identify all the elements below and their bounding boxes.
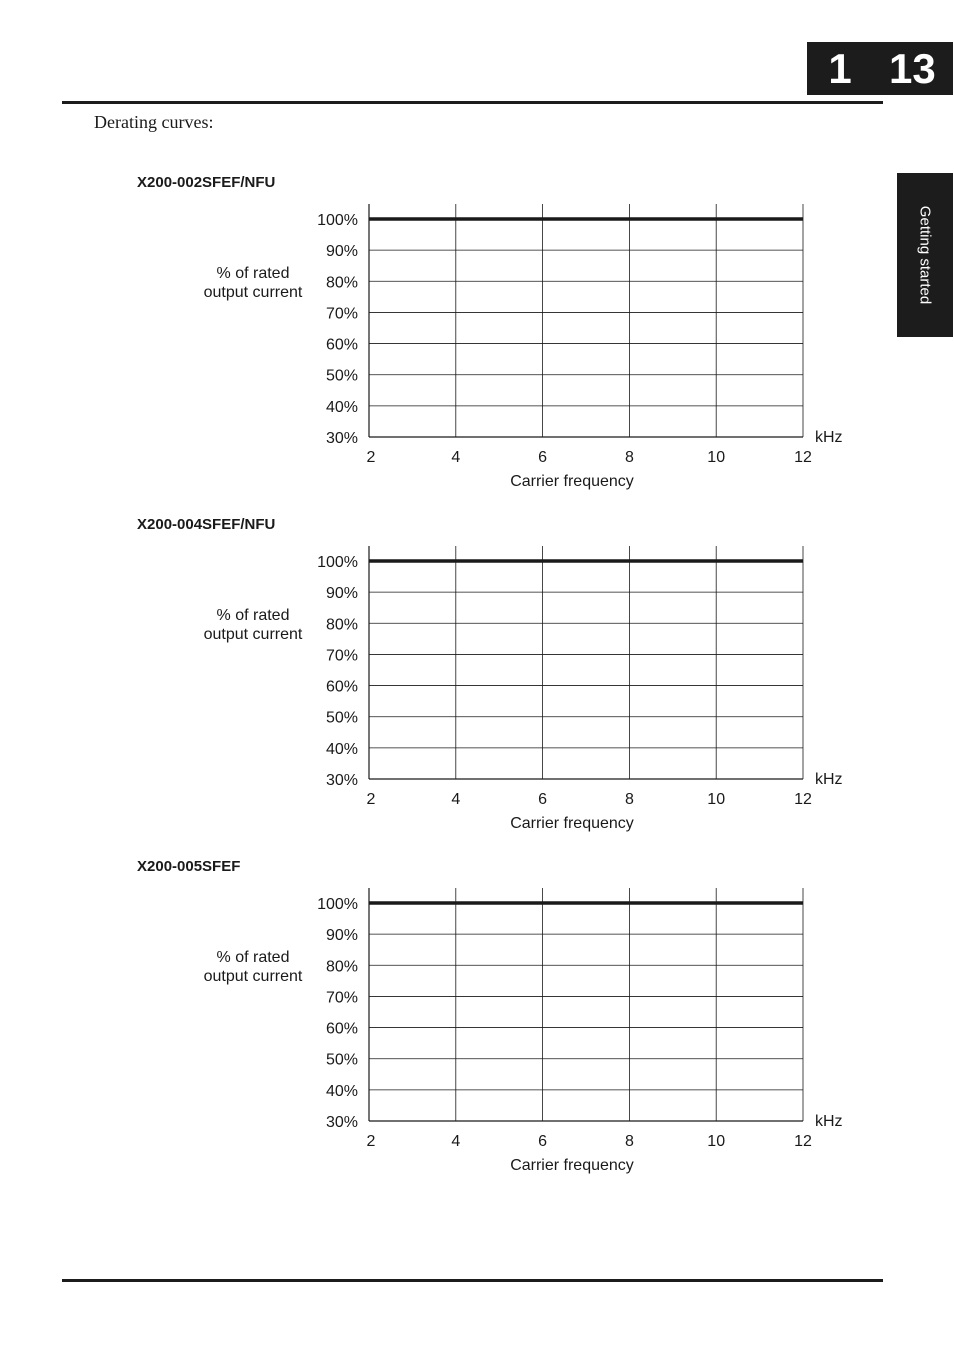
x-tick-label: 10	[707, 791, 726, 808]
y-tick-label: 40%	[325, 398, 358, 416]
x-tick-label: 12	[794, 449, 812, 466]
chart-title: X200-005SFEF	[137, 858, 241, 875]
x-tick-label: 6	[538, 1133, 548, 1150]
derating-chart-2	[0, 516, 954, 832]
derating-chart-1	[0, 174, 954, 490]
y-tick-label: 30%	[325, 772, 358, 789]
y-tick-label: 60%	[325, 336, 358, 354]
y-tick-label: 50%	[325, 709, 358, 727]
chart-plot	[0, 516, 954, 832]
page-number-badge	[807, 42, 953, 95]
x-tick-label: 4	[451, 449, 461, 466]
x-unit-label: kHz	[815, 771, 843, 788]
chapter-number: 1	[828, 44, 852, 92]
section-heading: Derating curves:	[94, 112, 214, 132]
page-number: 13	[889, 44, 936, 92]
x-tick-label: 8	[624, 449, 634, 466]
y-tick-label: 90%	[325, 243, 358, 261]
y-axis-label-line-2: output current	[203, 968, 303, 985]
x-tick-label: 4	[451, 791, 461, 808]
x-tick-label: 12	[794, 791, 812, 808]
y-tick-label: 80%	[325, 616, 358, 634]
x-unit-label: kHz	[815, 429, 843, 446]
side-tab-label: Getting started	[916, 205, 934, 305]
x-tick-label: 10	[707, 449, 726, 466]
y-axis-label-line-1: % of rated	[216, 949, 290, 966]
x-tick-label: 2	[366, 1133, 376, 1150]
chart-plot	[0, 858, 954, 1174]
chart-title: X200-004SFEF/NFU	[137, 516, 276, 533]
y-tick-label: 50%	[325, 367, 358, 385]
y-tick-label: 90%	[325, 927, 358, 945]
x-tick-label: 2	[366, 449, 376, 466]
x-tick-label: 6	[538, 791, 548, 808]
x-tick-label: 6	[538, 449, 548, 466]
x-unit-label: kHz	[815, 1113, 843, 1130]
x-tick-label: 8	[624, 1133, 634, 1150]
y-tick-label: 40%	[325, 740, 358, 758]
y-tick-label: 50%	[325, 1051, 358, 1069]
chart-title: X200-002SFEF/NFU	[137, 174, 276, 191]
y-tick-label: 100%	[317, 896, 358, 913]
y-tick-label: 90%	[325, 585, 358, 603]
y-tick-label: 40%	[325, 1082, 358, 1100]
y-axis-label-line-2: output current	[203, 284, 303, 301]
y-axis-label-line-1: % of rated	[216, 265, 290, 282]
y-tick-label: 60%	[325, 1020, 358, 1038]
y-tick-label: 70%	[325, 989, 358, 1007]
x-tick-label: 2	[366, 791, 376, 808]
x-axis-title: Carrier frequency	[510, 1157, 634, 1174]
y-tick-label: 70%	[325, 647, 358, 665]
y-tick-label: 80%	[325, 274, 358, 292]
y-tick-label: 100%	[317, 212, 358, 229]
chart-plot	[0, 174, 954, 490]
y-tick-label: 80%	[325, 958, 358, 976]
header-rule	[62, 101, 883, 104]
x-tick-label: 10	[707, 1133, 726, 1150]
y-tick-label: 70%	[325, 305, 358, 323]
x-tick-label: 4	[451, 1133, 461, 1150]
x-axis-title: Carrier frequency	[510, 473, 634, 490]
y-tick-label: 30%	[325, 1114, 358, 1131]
footer-rule	[62, 1279, 883, 1282]
derating-chart-3	[0, 858, 954, 1174]
x-tick-label: 8	[624, 791, 634, 808]
y-axis-label-line-2: output current	[203, 626, 303, 643]
x-axis-title: Carrier frequency	[510, 815, 634, 832]
y-tick-label: 30%	[325, 430, 358, 447]
y-tick-label: 60%	[325, 678, 358, 696]
y-tick-label: 100%	[317, 554, 358, 571]
y-axis-label-line-1: % of rated	[216, 607, 290, 624]
x-tick-label: 12	[794, 1133, 812, 1150]
